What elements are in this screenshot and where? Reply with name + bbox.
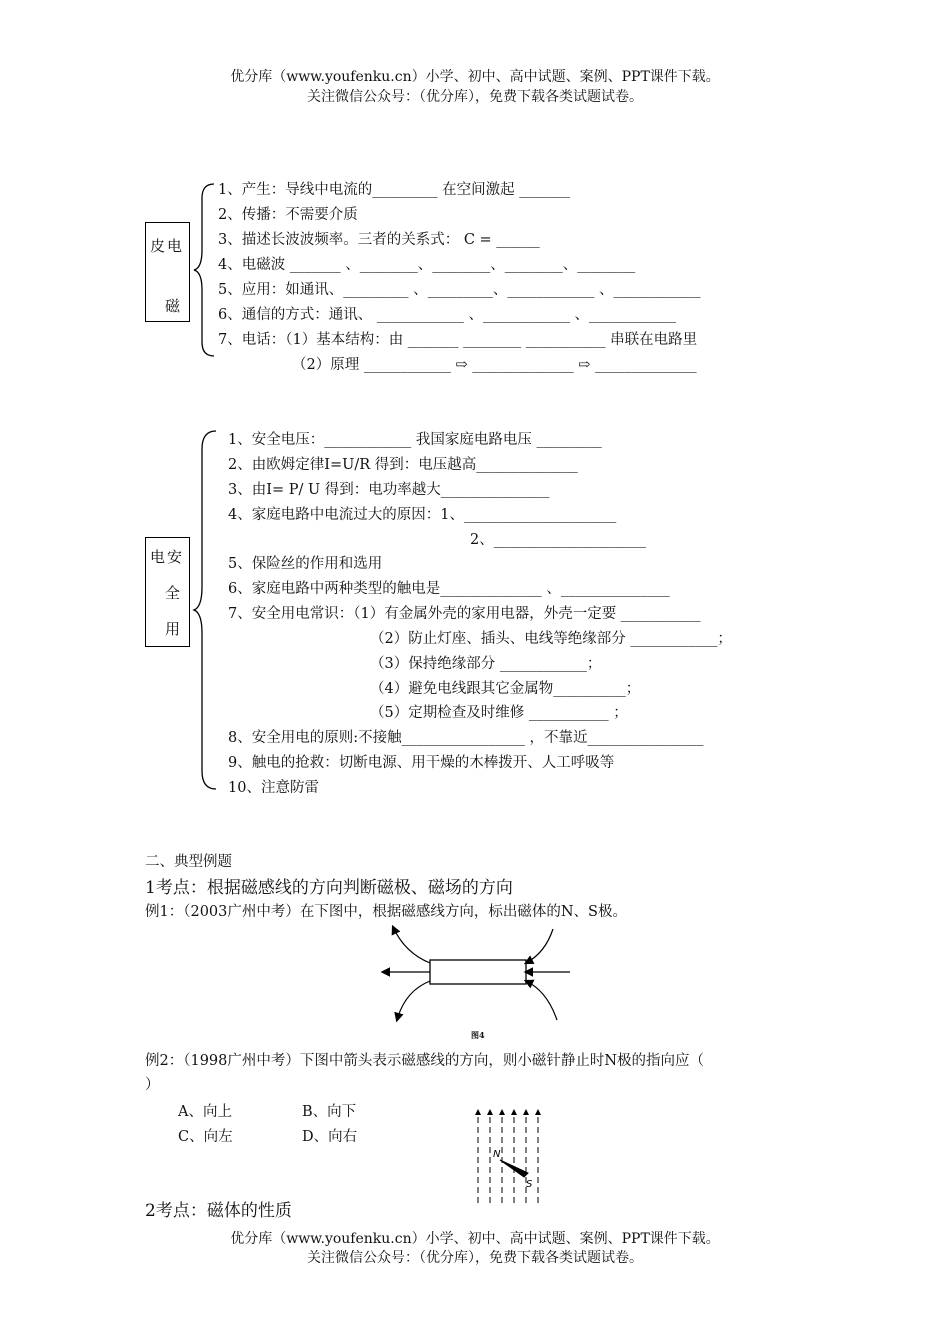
safety-item-4: 4、家庭电路中电流过大的原因：1、_____________________ xyxy=(228,507,617,523)
header-line-1: 优分库（www.youfenku.cn）小学、初中、高中试题、案例、PPT课件下载。 xyxy=(230,69,720,85)
example-2-line-2: ） xyxy=(145,1077,160,1093)
option-d: D、向右 xyxy=(302,1129,358,1145)
box-char: 用 xyxy=(165,620,181,638)
box-char: 电 xyxy=(150,548,166,566)
example-2-line-1: 例2：（1998广州中考）下图中箭头表示磁感线的方向，则小磁针静止时N极的指向应（ xyxy=(145,1053,705,1069)
em-item-3: 3、描述长波波频率。三者的关系式： C = ______ xyxy=(218,232,540,248)
point-1-title: 1考点：根据磁感线的方向判断磁极、磁场的方向 xyxy=(145,878,513,898)
safety-item-9: 9、触电的抢救：切断电源、用干燥的木棒拨开、人工呼吸等 xyxy=(228,755,615,771)
safety-item-7: 7、安全用电常识：（1）有金属外壳的家用电器，外壳一定要 ___________ xyxy=(228,606,701,622)
option-b: B、向下 xyxy=(302,1104,357,1120)
safety-item-1: 1、安全电压：____________ 我国家庭电路电压 _________ xyxy=(228,432,602,448)
safety-item-7-3: （3）保持绝缘部分 ____________； xyxy=(370,656,602,672)
option-a: A、向上 xyxy=(178,1104,232,1120)
field-line xyxy=(397,981,430,1020)
box-char: 电 xyxy=(167,237,183,255)
figure-caption: 图4 xyxy=(471,1030,485,1040)
needle-n-label: N xyxy=(493,1149,501,1160)
safety-item-5: 5、保险丝的作用和选用 xyxy=(228,556,383,572)
box-char: 皮 xyxy=(150,237,166,255)
em-item-2: 2、传播：不需要介质 xyxy=(218,207,358,223)
safety-item-10: 10、注意防雷 xyxy=(228,780,319,796)
bar-magnet-figure xyxy=(375,925,575,1045)
em-wave-brace xyxy=(190,180,220,360)
field-line xyxy=(393,927,430,963)
safety-item-8: 8、安全用电的原则:不接触_________________ ，不靠近________________ xyxy=(228,730,704,746)
box-char: 磁 xyxy=(165,297,181,315)
em-item-8: （2）原理 ____________ ⇨ ______________ ⇨ ______________ xyxy=(292,357,697,373)
field-line xyxy=(526,929,553,963)
em-item-1: 1、产生：导线中电流的_________ 在空间激起 _______ xyxy=(218,182,570,198)
em-item-6: 6、通信的方式：通讯、 ____________ 、____________ 、____________ xyxy=(218,307,677,323)
box-char: 全 xyxy=(165,584,181,602)
safety-box xyxy=(145,537,190,647)
box-char: 安 xyxy=(167,548,183,566)
safety-item-2: 2、由欧姆定律I=U/R 得到：电压越高______________ xyxy=(228,457,578,473)
safety-item-7-4: （4）避免电线跟其它金属物__________； xyxy=(370,681,641,697)
bar-magnet xyxy=(430,960,526,984)
em-item-4: 4、电磁波 _______ 、________、________、________、________ xyxy=(218,257,636,273)
field-line xyxy=(526,981,557,1020)
safety-item-7-2: （2）防止灯座、插头、电线等绝缘部分 ____________； xyxy=(370,631,732,647)
em-item-7: 7、电话：（1）基本结构：由 _______ ________ ___________ 串联在电路里 xyxy=(218,332,698,348)
safety-item-4b: 2、_____________________ xyxy=(470,532,646,548)
em-item-5: 5、应用：如通讯、_________ 、_________、____________ 、____________ xyxy=(218,282,701,298)
option-c: C、向左 xyxy=(178,1129,233,1145)
safety-brace xyxy=(190,427,220,793)
point-2-title: 2考点：磁体的性质 xyxy=(145,1201,292,1221)
example-1: 例1：（2003广州中考）在下图中，根据磁感线方向，标出磁体的N、S极。 xyxy=(145,904,627,920)
section-title: 二、典型例题 xyxy=(145,854,232,870)
safety-item-3: 3、由I= P/ U 得到：电功率越大_______________ xyxy=(228,482,550,498)
em-wave-box xyxy=(145,222,190,322)
footer-line-2: 关注微信公众号：（优分库），免费下载各类试题试卷。 xyxy=(307,1250,643,1266)
needle-s-label: S xyxy=(526,1179,533,1190)
header-line-2: 关注微信公众号：（优分库），免费下载各类试题试卷。 xyxy=(307,89,643,105)
footer-line-1: 优分库（www.youfenku.cn）小学、初中、高中试题、案例、PPT课件下载。 xyxy=(230,1231,720,1247)
compass-figure xyxy=(470,1105,560,1205)
safety-item-7-5: （5）定期检查及时维修 ___________ ； xyxy=(370,705,628,721)
safety-item-6: 6、家庭电路中两种类型的触电是______________ 、_______________ xyxy=(228,581,670,597)
